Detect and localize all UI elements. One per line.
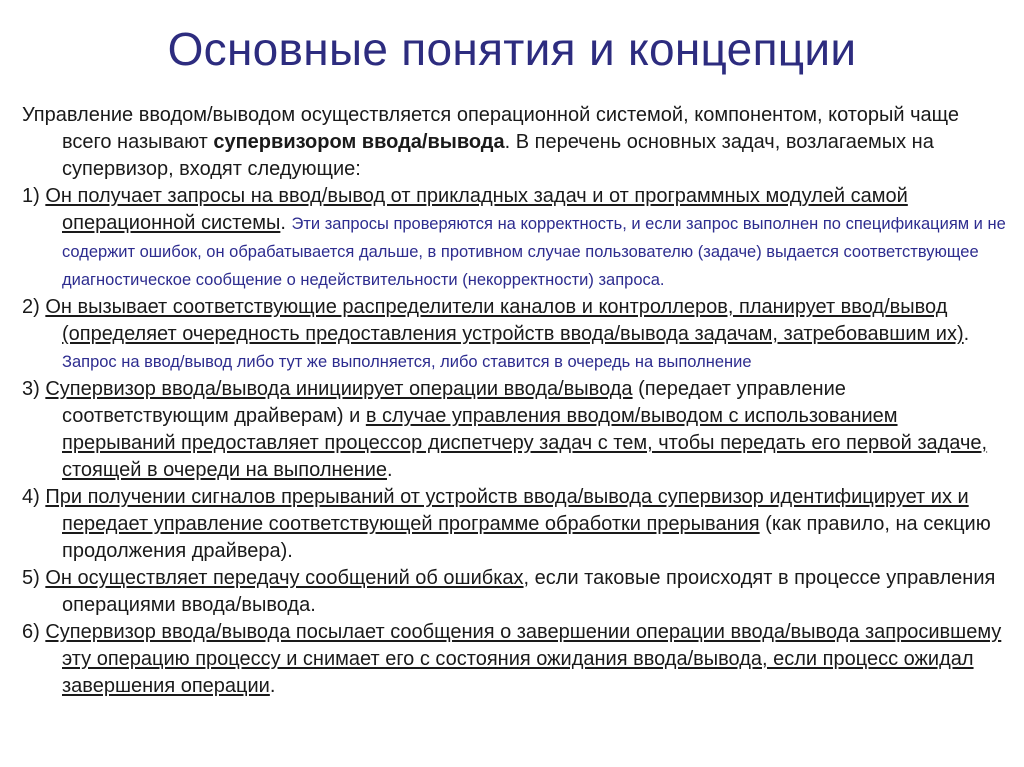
item-text: . [280,212,292,234]
item-number: 5) [22,567,46,589]
item-text: (передает управление соответствующим драйверам) и [62,378,846,427]
item-note: Эти запросы проверяются на корректность, и если запрос выполнен по спецификациям и не содержит ошибок, он обрабатывается дальше, в противном случае пользователю (задаче) выдается соответствующее диагностическое сообщение о недействительности (некорректности) запроса. [62,215,1006,289]
intro-bold-term: супервизором ввода/вывода [213,131,505,153]
item-note: Запрос на ввод/вывод либо тут же выполняется, либо ставится в очередь на выполнение [62,353,752,371]
list-item-5 [22,565,1007,619]
slide-title: Основные понятия и концепции [167,23,857,75]
intro-text: Управление вводом/выводом осуществляется операционной системой, компонентом, который чаще всего называют [22,104,959,153]
item-text: , если таковые происходят в процессе управления операциями ввода/вывода. [62,567,996,616]
item-number: 4) [22,486,46,508]
item-text: . [269,675,276,697]
item-underlined-text: Супервизор ввода/вывода посылает сообщения о завершении операции ввода/вывода запросившему эту операцию процессу и снимает его с состояния ожидания ввода/вывода, если процесс ожидал завершения операции [45,621,1002,697]
list-item-1 [22,183,1007,294]
list-item-6 [22,619,1007,700]
item-underlined-text: При получении сигналов прерываний от устройств ввода/вывода супервизор идентифицирует их и передает управление соответствующей программе обработки прерывания [45,486,969,535]
item-underlined-text-2: в случае управления вводом/выводом с использованием прерываний предоставляет процессор диспетчеру задач с тем, чтобы передать его первой задаче, стоящей в очереди на выполнение [62,405,988,481]
item-number: 3) [22,378,46,400]
intro-text-end: . В перечень основных задач, возлагаемых на супервизор, входят следующие: [62,131,934,180]
item-underlined-text: Он вызывает соответствующие распределители каналов и контроллеров, планирует ввод/вывод (определяет очередность предоставления устройств ввода/вывода задачам, затребовавшим их) [45,296,964,345]
list-item-4 [22,484,1007,565]
intro-paragraph [22,102,1007,183]
list-item-3 [22,376,1007,484]
item-underlined-text: Супервизор ввода/вывода инициирует операции ввода/вывода [45,378,633,400]
item-text: . [963,323,970,345]
item-number: 1) [22,185,46,207]
item-underlined-text: Он осуществляет передачу сообщений об ошибках [45,567,524,589]
item-text: (как правило, на секцию продолжения драйвера). [62,513,991,562]
item-underlined-text: Он получает запросы на ввод/вывод от прикладных задач и от программных модулей самой операционной системы [45,185,908,234]
item-text-end: . [387,459,393,481]
item-number: 2) [22,296,46,318]
list-item-2 [22,294,1007,376]
slide-body [22,102,1007,700]
item-number: 6) [22,621,46,643]
